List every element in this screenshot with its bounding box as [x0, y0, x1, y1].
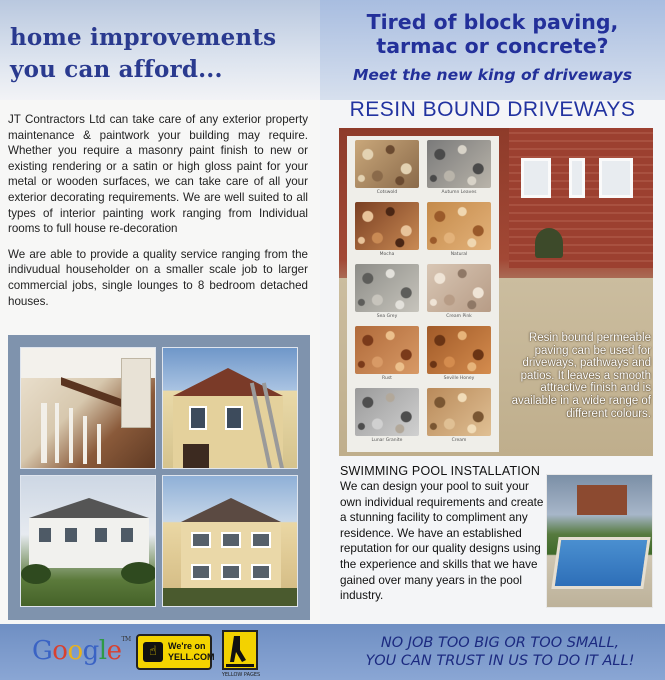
- photo-house-ladder: [162, 347, 298, 469]
- google-tm: TM: [121, 636, 131, 643]
- photo-gallery: [8, 335, 310, 620]
- resin-sample-label: Autumn Leaves: [441, 190, 477, 195]
- google-logo: [32, 636, 131, 666]
- resin-sample-swatch: [355, 264, 419, 312]
- resin-sample-label: Cotswold: [376, 190, 398, 195]
- driveway-photo: [339, 128, 653, 456]
- yellow-pages-logo: [222, 630, 258, 670]
- resin-sample-label: Seville Honey: [443, 376, 475, 381]
- resin-sample-label: Rust: [382, 376, 392, 381]
- resin-sample-swatch: [355, 202, 419, 250]
- resin-sample-label: Sea Grey: [376, 314, 398, 319]
- resin-title: RESIN BOUND DRIVEWAYS: [349, 98, 636, 121]
- footer: [0, 624, 665, 680]
- pool-photo: [546, 474, 653, 608]
- google-logo-letter: g: [82, 636, 99, 666]
- left-panel: [0, 0, 320, 624]
- resin-sample-label: Cream: [451, 438, 467, 443]
- slogan-line-2: YOU CAN TRUST IN US TO DO IT ALL!: [365, 653, 635, 669]
- resin-description: Resin bound permeable paving can be used for driveways, pathways and patios. It leaves a smooth attractive finish and is available in a wide range of different colours.: [511, 332, 651, 420]
- subtagline: Meet the new king of driveways: [352, 66, 633, 84]
- yell-badge: [136, 634, 215, 670]
- intro-paragraph-2: We are able to provide a quality service ranging from the indivudual householder on a smaller scale job to larger commercial jobs, single lounges to 8 bedroom detached houses.: [8, 247, 308, 308]
- google-logo-letter: e: [106, 636, 122, 666]
- yell-line-1: We're on: [168, 641, 206, 651]
- pool-heading: SWIMMING POOL INSTALLATION: [340, 464, 541, 478]
- intro-paragraph-1: JT Contractors Ltd can take care of any exterior property maintenance & paintwork your building may require. Whether you require a masonry paint finish to new or existing rendering or a satin or high gloss paint for your metal or wooden surfaces, we can take care of all your exterior decorating requirements. We are well suited to all types of interior painting work ranging from Individual rooms to full house re-decoration: [8, 113, 308, 236]
- resin-sample-label: Natural: [450, 252, 468, 257]
- tagline: [320, 10, 665, 58]
- photo-rendered-house: [162, 475, 298, 607]
- resin-sample-swatch: [427, 326, 491, 374]
- yell-line-2: YELL.COM: [168, 652, 215, 662]
- pool-description: We can design your pool to suit your own individual requirements and create a stunning facility to compliment any residence. We have an established reputation for our quality designs using the experience and skills that we have gained over many years in the pool industry.: [340, 480, 544, 603]
- google-logo-letter: o: [52, 636, 68, 666]
- photo-white-house: [20, 475, 156, 607]
- resin-sample-swatch: [427, 264, 491, 312]
- tagline-line-2: tarmac or concrete?: [376, 34, 609, 58]
- resin-sample-swatch: [355, 326, 419, 374]
- resin-sample-swatch: [427, 140, 491, 188]
- photo-staircase: [20, 347, 156, 469]
- headline-line-1: home improvements: [10, 24, 277, 51]
- page-title: [10, 22, 276, 86]
- resin-sample-swatch: [355, 388, 419, 436]
- google-logo-letter: G: [32, 636, 53, 666]
- resin-sample-board: [347, 136, 499, 452]
- slogan: [340, 634, 660, 670]
- resin-sample-swatch: [427, 388, 491, 436]
- resin-sample-swatch: [427, 202, 491, 250]
- yellow-pages-label: YELLOW PAGES: [221, 672, 261, 678]
- tagline-line-1: Tired of block paving,: [366, 10, 619, 34]
- resin-sample-swatch: [355, 140, 419, 188]
- headline-line-2: you can afford...: [10, 56, 223, 83]
- slogan-line-1: NO JOB TOO BIG OR TOO SMALL,: [380, 635, 620, 651]
- right-panel: [320, 0, 665, 624]
- google-logo-letter: o: [67, 636, 83, 666]
- resin-sample-label: Lunar Granite: [371, 438, 403, 443]
- walking-fingers-icon: [224, 632, 256, 668]
- intro-text: [8, 112, 308, 319]
- resin-sample-label: Cream Pink: [446, 314, 472, 319]
- google-logo-letter: l: [98, 636, 107, 666]
- resin-sample-label: Mocha: [379, 252, 395, 257]
- yell-hand-icon: ☝: [143, 642, 163, 662]
